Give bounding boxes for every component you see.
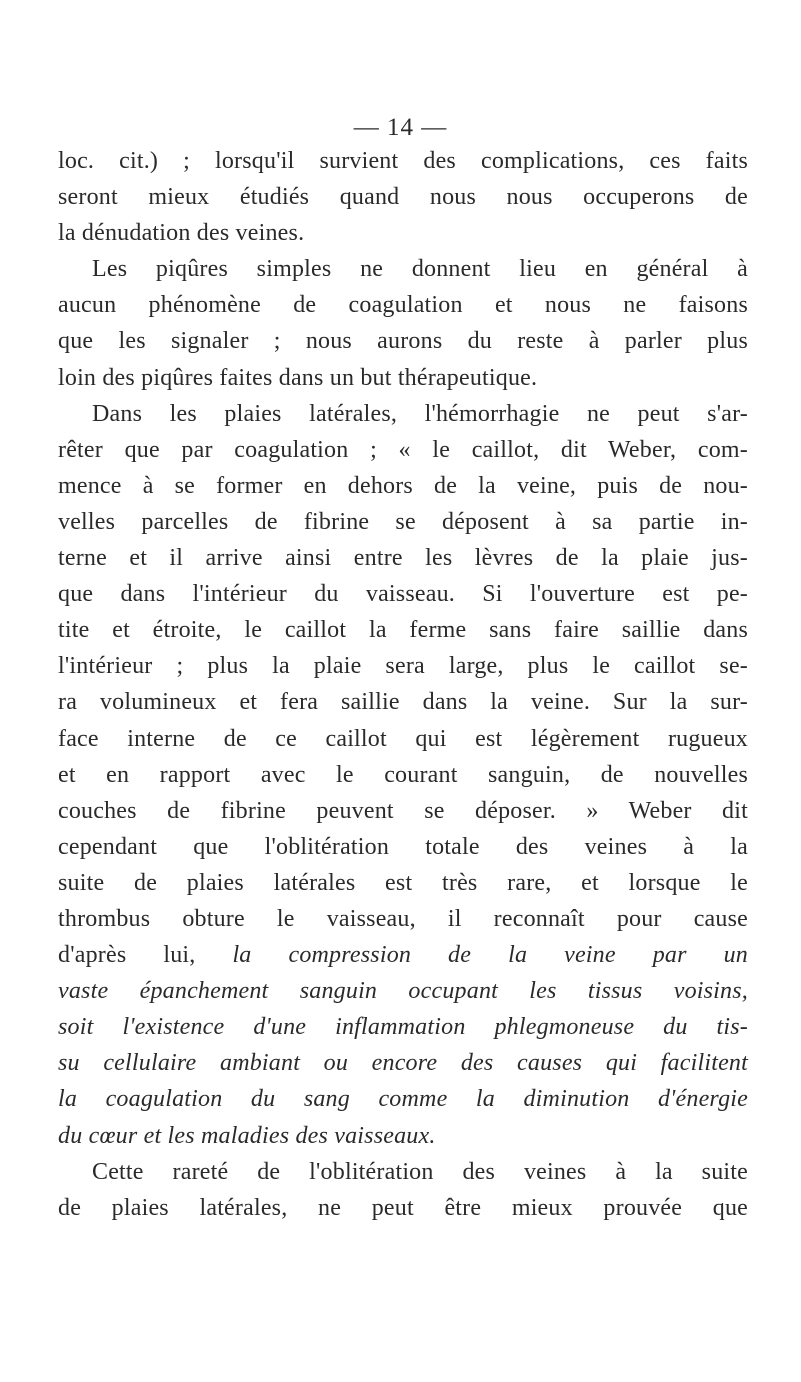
italic-text-line: su cellulaire ambiant ou encore des causes qui facilitent [58, 1050, 748, 1077]
paragraph-first-line: Les piqûres simples ne donnent lieu en général à [92, 256, 748, 283]
text-line: rêter que par coagulation ; « le caillot, dit Weber, com- [58, 436, 748, 463]
text-line: l'intérieur ; plus la plaie sera large, plus le caillot se- [58, 653, 748, 680]
text-line: de plaies latérales, ne peut être mieux prouvée que [58, 1194, 748, 1221]
text-line: velles parcelles de fibrine se déposent à sa partie in- [58, 508, 748, 535]
text-line: suite de plaies latérales est très rare, et lorsque le [58, 869, 748, 896]
text-line: thrombus obture le vaisseau, il reconnaît pour cause [58, 905, 748, 932]
text-line: face interne de ce caillot qui est légèrement rugueux [58, 725, 748, 752]
page-number: — 14 — [353, 114, 448, 141]
text-line: cependant que l'oblitération totale des veines à la [58, 833, 748, 860]
body-text [58, 143, 748, 1226]
text-line: loc. cit.) ; lorsqu'il survient des complications, ces faits [58, 148, 748, 174]
italic-text: la compression de la veine par un [232, 942, 748, 969]
mixed-text-line [58, 937, 748, 973]
paragraph-first-line: Dans les plaies latérales, l'hémorrhagie ne peut s'ar- [92, 400, 748, 427]
text-line: terne et il arrive ainsi entre les lèvres de la plaie jus- [58, 545, 748, 572]
italic-text-line: la coagulation du sang comme la diminution d'énergie [58, 1086, 748, 1113]
text-line: seront mieux étudiés quand nous nous occuperons de [58, 184, 748, 211]
roman-text: d'après lui, [58, 942, 196, 969]
text-line: et en rapport avec le courant sanguin, de nouvelles [58, 761, 748, 788]
text-line: ra volumineux et fera saillie dans la veine. Sur la sur- [58, 689, 748, 716]
paragraph-first-line: Cette rareté de l'oblitération des veines à la suite [92, 1158, 748, 1185]
text-line: aucun phénomène de coagulation et nous ne faisons [58, 292, 748, 319]
text-line: mence à se former en dehors de la veine, puis de nou- [58, 472, 748, 499]
italic-text-line: du cœur et les maladies des vaisseaux. [58, 1122, 436, 1149]
text-line: tite et étroite, le caillot la ferme sans faire saillie dans [58, 617, 748, 644]
text-line: couches de fibrine peuvent se déposer. » Weber dit [58, 797, 748, 824]
text-line: que les signaler ; nous aurons du reste à parler plus [58, 328, 748, 355]
text-line: la dénudation des veines. [58, 220, 305, 247]
italic-text-line: vaste épanchement sanguin occupant les tissus voisins, [58, 978, 748, 1005]
text-line: que dans l'intérieur du vaisseau. Si l'ouverture est pe- [58, 581, 748, 608]
text-line: loin des piqûres faites dans un but thérapeutique. [58, 364, 538, 391]
italic-text-line: soit l'existence d'une inflammation phlegmoneuse du tis- [58, 1014, 748, 1041]
